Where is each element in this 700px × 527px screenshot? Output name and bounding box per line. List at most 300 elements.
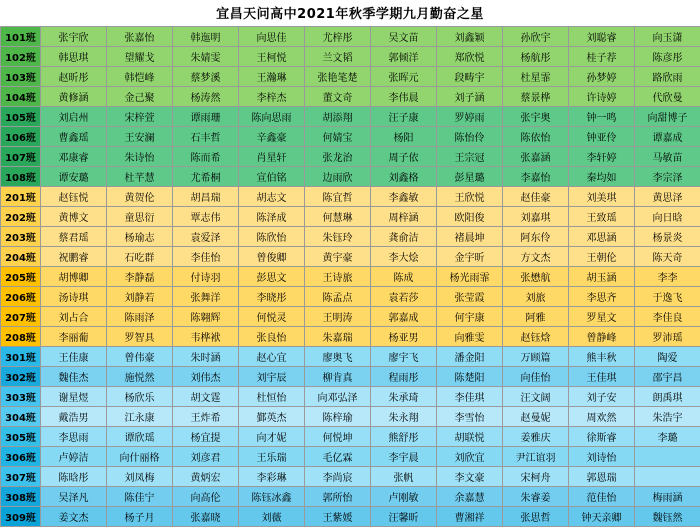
student-name-cell: 边雨欣 [305, 167, 371, 187]
student-name-cell: 姜文杰 [41, 507, 107, 527]
student-name-cell: 刘嘉琪 [503, 207, 569, 227]
student-name-cell: 黄博文 [41, 207, 107, 227]
student-name-cell: 李彩琳 [239, 467, 305, 487]
student-name-cell: 王炸希 [173, 407, 239, 427]
student-name-cell: 刘伟杰 [173, 367, 239, 387]
student-name-cell: 刘凤梅 [107, 467, 173, 487]
student-name-cell: 于逸飞 [635, 287, 700, 307]
student-name-cell: 向佳怡 [503, 367, 569, 387]
student-name-cell: 尤希桐 [173, 167, 239, 187]
student-name-cell: 邓康睿 [41, 147, 107, 167]
student-name-cell: 卢婷洁 [41, 447, 107, 467]
student-name-cell: 李鑫敏 [371, 187, 437, 207]
student-name-cell: 张懋航 [503, 267, 569, 287]
student-name-cell: 黄炳宏 [173, 467, 239, 487]
student-name-cell: 代欣曼 [635, 87, 700, 107]
student-name-cell: 刘薇 [239, 507, 305, 527]
student-name-cell: 李李 [635, 267, 700, 287]
table-row [1, 27, 700, 47]
student-name-cell: 杜星霏 [503, 67, 569, 87]
student-name-cell: 赵佳豪 [503, 187, 569, 207]
student-name-cell: 朱睿姜 [503, 487, 569, 507]
student-name-cell: 李大烩 [371, 247, 437, 267]
student-name-cell: 向什丽格 [107, 447, 173, 467]
class-label-cell: 201班 [1, 187, 41, 207]
student-name-cell: 王明涛 [305, 307, 371, 327]
student-name-cell: 李文豪 [437, 467, 503, 487]
student-name-cell: 朱诗怡 [107, 147, 173, 167]
student-name-cell: 吴文苗 [371, 27, 437, 47]
student-name-cell: 向日晗 [635, 207, 700, 227]
student-name-cell: 曾静峰 [569, 327, 635, 347]
student-name-cell: 向思佳 [239, 27, 305, 47]
student-name-cell: 朱嘉瑞 [305, 327, 371, 347]
student-name-cell: 王致瑶 [569, 207, 635, 227]
student-name-cell: 李丽葡 [41, 327, 107, 347]
student-name-cell: 钟亚伶 [569, 127, 635, 147]
student-name-cell: 陶爱 [635, 347, 700, 367]
student-name-cell: 刘启州 [41, 107, 107, 127]
student-name-cell: 曾俊卿 [239, 247, 305, 267]
student-name-cell: 刘静若 [107, 287, 173, 307]
student-name-cell: 欧阳俊 [437, 207, 503, 227]
student-name-cell: 肖星轩 [239, 147, 305, 167]
class-label-cell: 204班 [1, 247, 41, 267]
student-name-cell: 张舞洋 [173, 287, 239, 307]
class-label-cell: 203班 [1, 227, 41, 247]
star-students-table [0, 26, 700, 527]
student-name-cell: 朱浩宇 [635, 407, 700, 427]
student-name-cell: 李尚宸 [305, 467, 371, 487]
student-name-cell: 张嘉涵 [503, 147, 569, 167]
student-name-cell: 李轩婷 [569, 147, 635, 167]
student-name-cell: 陈泽成 [239, 207, 305, 227]
class-label-cell: 103班 [1, 67, 41, 87]
student-name-cell: 蔡君瑶 [41, 227, 107, 247]
student-name-cell: 马敏苗 [635, 147, 700, 167]
table-row [1, 267, 700, 287]
student-name-cell: 祝鹏睿 [41, 247, 107, 267]
table-row [1, 187, 700, 207]
student-name-cell: 李宗泽 [635, 167, 700, 187]
student-name-cell: 刘聪睿 [569, 27, 635, 47]
student-name-cell: 童思衍 [107, 207, 173, 227]
student-name-cell: 郭嘉成 [371, 307, 437, 327]
table-row [1, 387, 700, 407]
table-body [1, 27, 700, 527]
student-name-cell: 赵钰焓 [503, 327, 569, 347]
student-name-cell: 胡博卿 [41, 267, 107, 287]
student-name-cell: 谭欣瑶 [107, 427, 173, 447]
student-name-cell: 汪子康 [371, 107, 437, 127]
class-label-cell: 206班 [1, 287, 41, 307]
student-name-cell: 韩恺峰 [107, 67, 173, 87]
student-name-cell: 杨航彤 [503, 47, 569, 67]
student-name-cell: 袁若莎 [371, 287, 437, 307]
student-name-cell: 王乐瑞 [239, 447, 305, 467]
student-name-cell: 刘诗怡 [569, 447, 635, 467]
student-name-cell: 周梓涵 [371, 207, 437, 227]
student-name-cell: 鄞英杰 [239, 407, 305, 427]
table-row [1, 327, 700, 347]
student-name-cell: 梅雨涵 [635, 487, 700, 507]
student-name-cell: 陈佳宁 [107, 487, 173, 507]
student-name-cell: 韦桦袱 [173, 327, 239, 347]
student-name-cell: 张思哲 [503, 507, 569, 527]
student-name-cell: 陈天奇 [635, 247, 700, 267]
student-name-cell: 徐斯睿 [569, 427, 635, 447]
student-name-cell: 韩思琪 [41, 47, 107, 67]
student-name-cell: 谭雨珊 [173, 107, 239, 127]
student-name-cell: 陈成 [371, 267, 437, 287]
table-row [1, 407, 700, 427]
student-name-cell: 李佳良 [635, 307, 700, 327]
class-label-cell: 106班 [1, 127, 41, 147]
table-row [1, 507, 700, 527]
student-name-cell: 李伟晨 [371, 87, 437, 107]
student-name-cell: 周欢然 [569, 407, 635, 427]
class-label-cell: 107班 [1, 147, 41, 167]
class-label-cell: 302班 [1, 367, 41, 387]
student-name-cell: 阿雅 [503, 307, 569, 327]
student-name-cell: 段畴宇 [437, 67, 503, 87]
student-name-cell: 胡昌瑞 [173, 187, 239, 207]
student-name-cell: 张莹霞 [437, 287, 503, 307]
student-name-cell: 曹湘祥 [437, 507, 503, 527]
student-name-cell: 刘彦君 [173, 447, 239, 467]
student-name-cell [635, 447, 700, 467]
student-name-cell: 金己聚 [107, 87, 173, 107]
student-name-cell: 姜雅庆 [503, 427, 569, 447]
table-row [1, 227, 700, 247]
student-name-cell: 谢星煜 [41, 387, 107, 407]
student-name-cell: 陈翱辉 [173, 307, 239, 327]
table-row [1, 447, 700, 467]
student-name-cell: 黄宇豪 [305, 247, 371, 267]
student-name-cell: 董文奇 [305, 87, 371, 107]
student-name-cell: 程雨彤 [371, 367, 437, 387]
student-name-cell: 王柯悦 [239, 47, 305, 67]
student-name-cell: 赵昕彤 [41, 67, 107, 87]
table-row [1, 427, 700, 447]
class-label-cell: 104班 [1, 87, 41, 107]
student-name-cell: 胡文霆 [173, 387, 239, 407]
student-name-cell: 刘宇辰 [239, 367, 305, 387]
student-name-cell: 向高伦 [173, 487, 239, 507]
student-name-cell: 朱时涵 [173, 347, 239, 367]
page-title: 宜昌天问高中2021年秋季学期九月勤奋之星 [0, 0, 700, 26]
student-name-cell: 蔡景桦 [503, 87, 569, 107]
student-name-cell: 李佳琪 [437, 387, 503, 407]
student-name-cell: 胡志文 [239, 187, 305, 207]
student-name-cell: 胡添翔 [305, 107, 371, 127]
table-row [1, 367, 700, 387]
student-name-cell: 杨宜提 [173, 427, 239, 447]
student-name-cell: 张艳笔楚 [305, 67, 371, 87]
student-name-cell: 付诗羽 [173, 267, 239, 287]
student-name-cell: 刘子安 [569, 387, 635, 407]
student-name-cell: 陈宜哲 [305, 187, 371, 207]
student-name-cell: 杨亚男 [371, 327, 437, 347]
class-label-cell: 205班 [1, 267, 41, 287]
student-name-cell: 张宇奥 [503, 107, 569, 127]
student-name-cell: 陈楚阳 [437, 367, 503, 387]
student-name-cell: 张龙治 [305, 147, 371, 167]
student-name-cell: 熊舒彤 [371, 427, 437, 447]
student-name-cell: 朱婧雯 [173, 47, 239, 67]
table-row [1, 67, 700, 87]
student-name-cell: 杜芊慧 [107, 167, 173, 187]
student-name-cell: 向才妮 [239, 427, 305, 447]
student-name-cell: 陈孟点 [305, 287, 371, 307]
student-name-cell: 何婧宝 [305, 127, 371, 147]
student-name-cell: 何宇康 [437, 307, 503, 327]
student-name-cell: 秦均如 [569, 167, 635, 187]
student-name-cell: 朱永翔 [371, 407, 437, 427]
student-name-cell: 张宇欣 [41, 27, 107, 47]
student-name-cell: 路欣雨 [635, 67, 700, 87]
student-name-cell: 刘美琪 [569, 187, 635, 207]
student-name-cell: 吴泽凡 [41, 487, 107, 507]
student-name-cell: 袁爱泽 [173, 227, 239, 247]
student-name-cell: 李嘉怡 [503, 167, 569, 187]
student-name-cell: 望耀戈 [107, 47, 173, 67]
class-label-cell: 309班 [1, 507, 41, 527]
table-row [1, 347, 700, 367]
student-name-cell: 廖奥飞 [305, 347, 371, 367]
table-row [1, 287, 700, 307]
student-name-cell: 王朝伦 [569, 247, 635, 267]
student-name-cell: 王紫媛 [305, 507, 371, 527]
student-name-cell: 卢刚敏 [371, 487, 437, 507]
student-name-cell: 王佳康 [41, 347, 107, 367]
student-name-cell: 魏钰然 [635, 507, 700, 527]
class-label-cell: 102班 [1, 47, 41, 67]
student-name-cell: 陈依怡 [503, 127, 569, 147]
student-name-cell: 廖宇飞 [371, 347, 437, 367]
student-name-cell: 黄贺伦 [107, 187, 173, 207]
table-row [1, 147, 700, 167]
class-label-cell: 105班 [1, 107, 41, 127]
student-name-cell: 孙欣宇 [503, 27, 569, 47]
class-label-cell: 202班 [1, 207, 41, 227]
student-name-cell: 潘金阳 [437, 347, 503, 367]
student-name-cell: 阿东伶 [503, 227, 569, 247]
student-name-cell: 朱钰玲 [305, 227, 371, 247]
student-name-cell: 彭星璐 [437, 167, 503, 187]
student-name-cell: 张良怡 [239, 327, 305, 347]
student-name-cell: 郭恩瑞 [569, 467, 635, 487]
student-name-cell: 蔡梦溪 [173, 67, 239, 87]
student-name-cell: 覃志伟 [173, 207, 239, 227]
student-name-cell: 汪文阔 [503, 387, 569, 407]
student-name-cell: 王安澜 [107, 127, 173, 147]
class-label-cell: 108班 [1, 167, 41, 187]
student-name-cell: 赵曼妮 [503, 407, 569, 427]
student-name-cell: 王欣悦 [437, 187, 503, 207]
student-name-cell: 王瀚琳 [239, 67, 305, 87]
student-name-cell: 褚晨坤 [437, 227, 503, 247]
student-name-cell: 曾伟豪 [107, 347, 173, 367]
student-name-cell: 石吃群 [107, 247, 173, 267]
student-name-cell: 刘子涵 [437, 87, 503, 107]
student-name-cell: 杨瑜志 [107, 227, 173, 247]
student-name-cell: 方文杰 [503, 247, 569, 267]
student-name-cell: 向甜博子 [635, 107, 700, 127]
student-name-cell: 张嘉怡 [107, 27, 173, 47]
student-name-cell: 魏佳杰 [41, 367, 107, 387]
student-name-cell: 罗星文 [569, 307, 635, 327]
student-name-cell: 金宇昕 [437, 247, 503, 267]
student-name-cell: 王宗冠 [437, 147, 503, 167]
class-label-cell: 305班 [1, 427, 41, 447]
student-name-cell: 李宇晨 [371, 447, 437, 467]
student-name-cell: 钟一鸣 [569, 107, 635, 127]
class-label-cell: 306班 [1, 447, 41, 467]
table-row [1, 207, 700, 227]
table-row [1, 47, 700, 67]
table-row [1, 127, 700, 147]
class-label-cell: 208班 [1, 327, 41, 347]
student-name-cell: 余嘉慧 [437, 487, 503, 507]
class-label-cell: 307班 [1, 467, 41, 487]
table-row [1, 467, 700, 487]
student-name-cell: 刘占合 [41, 307, 107, 327]
student-name-cell: 向玉潇 [635, 27, 700, 47]
student-name-cell: 向雅雯 [437, 327, 503, 347]
table-row [1, 167, 700, 187]
student-name-cell: 杨景炎 [635, 227, 700, 247]
class-label-cell: 304班 [1, 407, 41, 427]
class-label-cell: 207班 [1, 307, 41, 327]
class-label-cell: 303班 [1, 387, 41, 407]
student-name-cell: 李静磊 [107, 267, 173, 287]
student-name-cell: 张晖元 [371, 67, 437, 87]
student-name-cell: 江永康 [107, 407, 173, 427]
student-name-cell: 郭倾洋 [371, 47, 437, 67]
student-name-cell: 孙梦婷 [569, 67, 635, 87]
table-row [1, 247, 700, 267]
student-name-cell: 赵钰悦 [41, 187, 107, 207]
student-name-cell: 尤梓彤 [305, 27, 371, 47]
student-name-cell: 赵心宜 [239, 347, 305, 367]
student-name-cell: 朗禹琪 [635, 387, 700, 407]
student-name-cell: 戴浩男 [41, 407, 107, 427]
student-name-cell: 刘欣宜 [437, 447, 503, 467]
student-name-cell: 杨阳 [371, 127, 437, 147]
student-name-cell: 陈怡伶 [437, 127, 503, 147]
student-name-cell: 何悦灵 [239, 307, 305, 327]
student-name-cell: 杨子月 [107, 507, 173, 527]
student-name-cell [635, 467, 700, 487]
table-row [1, 87, 700, 107]
student-name-cell: 宋梓萱 [107, 107, 173, 127]
student-name-cell: 周子依 [371, 147, 437, 167]
class-label-cell: 101班 [1, 27, 41, 47]
student-name-cell: 何悦坤 [305, 427, 371, 447]
student-name-cell: 罗智具 [107, 327, 173, 347]
student-name-cell: 向邓弘泽 [305, 387, 371, 407]
student-name-cell: 桂子荐 [569, 47, 635, 67]
student-name-cell: 邓思涵 [569, 227, 635, 247]
student-name-cell: 柳肯真 [305, 367, 371, 387]
student-name-cell: 罗婷雨 [437, 107, 503, 127]
student-name-cell: 李佳怡 [173, 247, 239, 267]
student-name-cell: 陈梓瑜 [305, 407, 371, 427]
student-name-cell: 何慧琳 [305, 207, 371, 227]
student-name-cell: 李晓彤 [239, 287, 305, 307]
student-name-cell: 黄修涵 [41, 87, 107, 107]
student-name-cell: 施悦然 [107, 367, 173, 387]
student-name-cell: 郭所怡 [305, 487, 371, 507]
student-name-cell: 万顾篇 [503, 347, 569, 367]
student-name-cell: 宣伯铭 [239, 167, 305, 187]
student-name-cell: 刘鑫格 [371, 167, 437, 187]
student-name-cell: 彭思文 [239, 267, 305, 287]
student-name-cell: 陈钰冰鑫 [239, 487, 305, 507]
student-name-cell: 辛鑫豪 [239, 127, 305, 147]
student-name-cell: 陈而希 [173, 147, 239, 167]
student-name-cell: 许诗婷 [569, 87, 635, 107]
student-name-cell: 杨光雨霏 [437, 267, 503, 287]
student-name-cell: 陈雨泽 [107, 307, 173, 327]
student-name-cell: 汤诗琪 [41, 287, 107, 307]
student-name-cell: 钟天亲卿 [569, 507, 635, 527]
student-name-cell: 李璐 [635, 427, 700, 447]
student-name-cell: 杨涛然 [173, 87, 239, 107]
student-name-cell: 尹江谊羽 [503, 447, 569, 467]
class-label-cell: 308班 [1, 487, 41, 507]
student-name-cell: 毛亿霖 [305, 447, 371, 467]
student-name-cell: 刘旅 [503, 287, 569, 307]
student-name-cell: 熊丰秋 [569, 347, 635, 367]
student-name-cell: 李雪怡 [437, 407, 503, 427]
student-name-cell: 韩迤明 [173, 27, 239, 47]
student-name-cell: 邵宇昌 [635, 367, 700, 387]
student-name-cell: 张帆 [371, 467, 437, 487]
student-name-cell: 李梓杰 [239, 87, 305, 107]
student-name-cell: 刘鑫颖 [437, 27, 503, 47]
student-name-cell: 谭安璐 [41, 167, 107, 187]
student-name-cell: 王诗旅 [305, 267, 371, 287]
student-name-cell: 胡玉涵 [569, 267, 635, 287]
student-name-cell: 龚俞洁 [371, 227, 437, 247]
student-name-cell: 曹鑫瑶 [41, 127, 107, 147]
student-name-cell: 罗沛瑶 [635, 327, 700, 347]
table-row [1, 107, 700, 127]
table-row [1, 487, 700, 507]
student-name-cell: 朱承琦 [371, 387, 437, 407]
student-name-cell: 黄思泽 [635, 187, 700, 207]
student-name-cell: 张嘉晓 [173, 507, 239, 527]
student-name-cell: 谭嘉成 [635, 127, 700, 147]
class-label-cell: 301班 [1, 347, 41, 367]
student-name-cell: 郑欣悦 [437, 47, 503, 67]
student-name-cell: 陈彦彤 [635, 47, 700, 67]
student-name-cell: 李思齐 [569, 287, 635, 307]
student-name-cell: 石丰哲 [173, 127, 239, 147]
table-row [1, 307, 700, 327]
student-name-cell: 杨欣乐 [107, 387, 173, 407]
student-name-cell: 汪馨昕 [371, 507, 437, 527]
student-name-cell: 陈向思雨 [239, 107, 305, 127]
student-name-cell: 李思雨 [41, 427, 107, 447]
student-name-cell: 兰文韬 [305, 47, 371, 67]
student-name-cell: 陈晗彤 [41, 467, 107, 487]
student-name-cell: 王佳琪 [569, 367, 635, 387]
student-name-cell: 宋柯舟 [503, 467, 569, 487]
student-name-cell: 胡联悦 [437, 427, 503, 447]
